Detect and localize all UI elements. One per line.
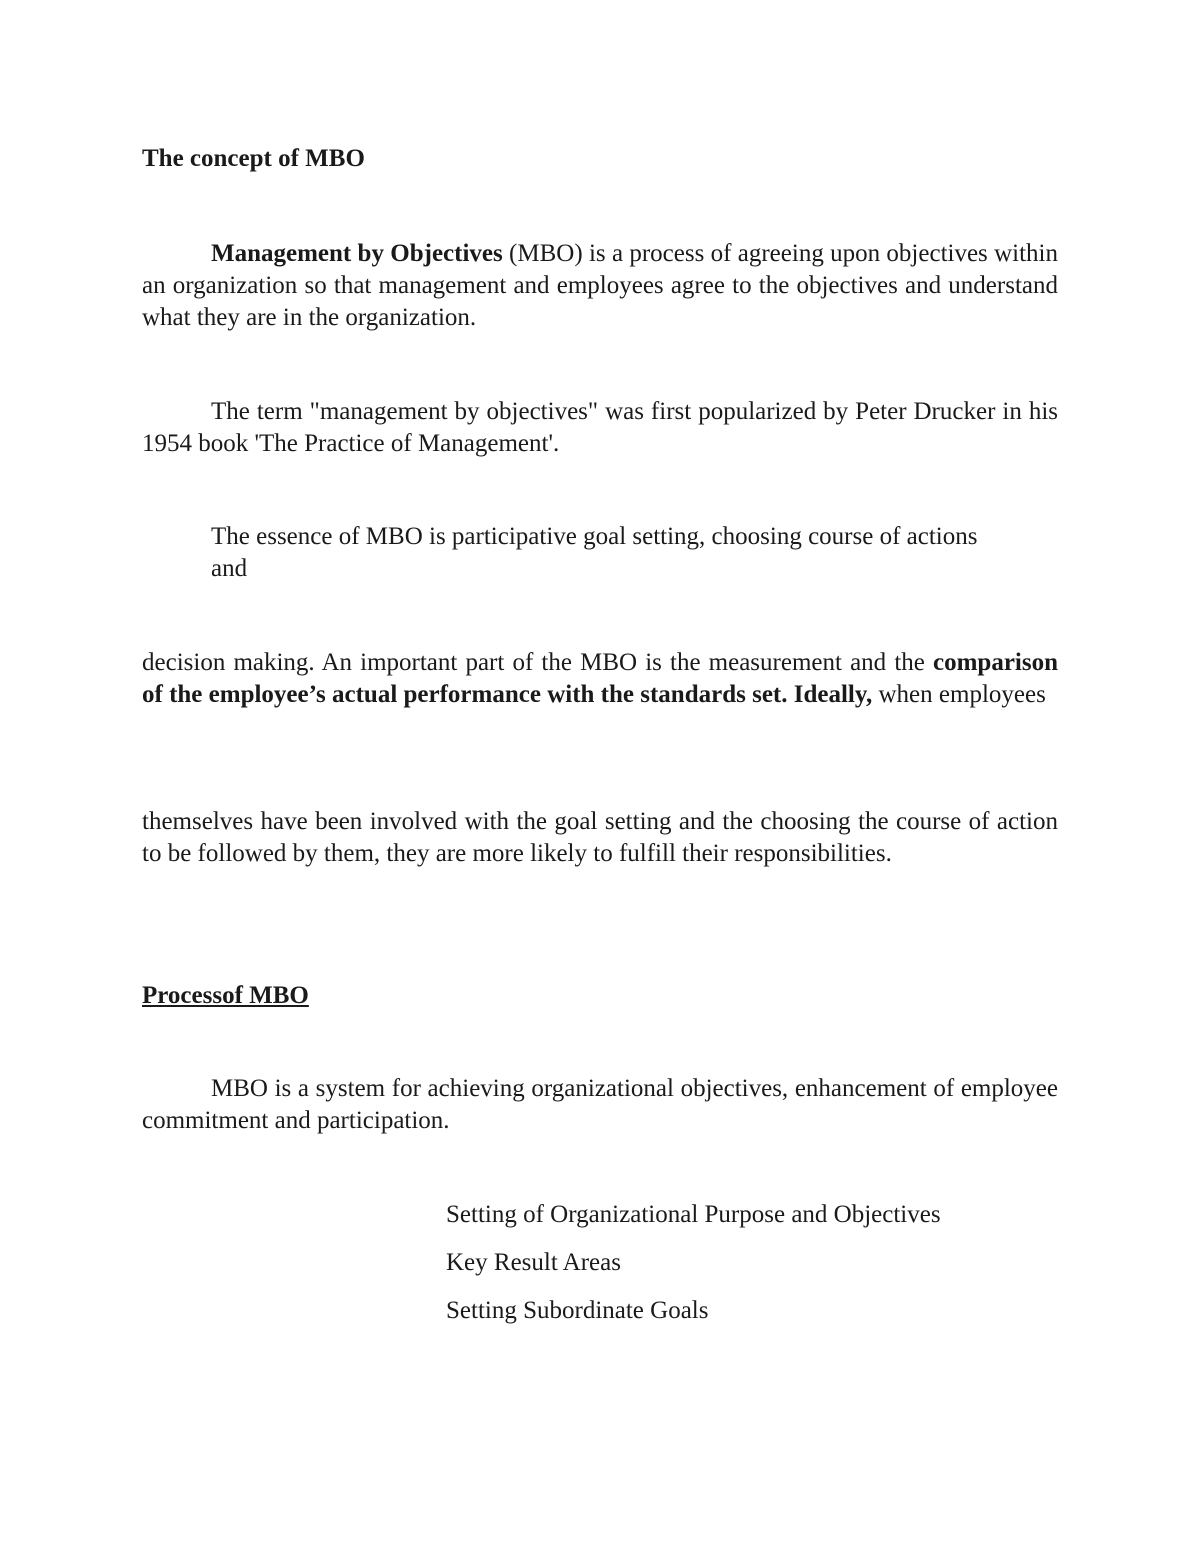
- heading-process-of-mbo: Processof MBO: [142, 982, 309, 1009]
- decision-making-text: decision making. An important part of the MBO is the measurement and the: [142, 649, 933, 676]
- paragraph-involvement: themselves have been involved with the goal setting and the choosing the course of action to be followed by them, they are more likely to fulfill their responsibilities.: [142, 808, 1058, 867]
- list-item: Key Result Areas: [446, 1249, 621, 1276]
- list-item: Setting Subordinate Goals: [446, 1297, 709, 1324]
- term-management-by-objectives: Management by Objectives: [211, 240, 503, 267]
- comparison-bold-text: comparison of the employee’s actual performance with the standards set. Ideally,: [142, 649, 1058, 708]
- paragraph-mbo-definition: [142, 238, 1058, 334]
- paragraph-decision-making: [142, 647, 1058, 711]
- paragraph-drucker: The term "management by objectives" was first popularized by Peter Drucker in his 1954 book 'The Practice of Management'.: [142, 398, 1058, 457]
- paragraph-essence: [142, 521, 1058, 585]
- essence-line-2: and: [211, 555, 248, 582]
- essence-line-1: The essence of MBO is participative goal setting, choosing course of actions: [211, 523, 978, 550]
- paragraph-mbo-system: MBO is a system for achieving organizational objectives, enhancement of employee commitment and participation.: [142, 1075, 1058, 1134]
- when-employees-text: when employees: [872, 681, 1046, 708]
- process-steps-list: [446, 1199, 1066, 1343]
- list-item: Setting of Organizational Purpose and Objectives: [446, 1201, 941, 1228]
- heading-concept-of-mbo: The concept of MBO: [142, 145, 365, 172]
- definition-text: (MBO) is a process of agreeing upon objectives within an organization so that management and employees agree to the objectives and understand what they are in the organization.: [142, 240, 1058, 331]
